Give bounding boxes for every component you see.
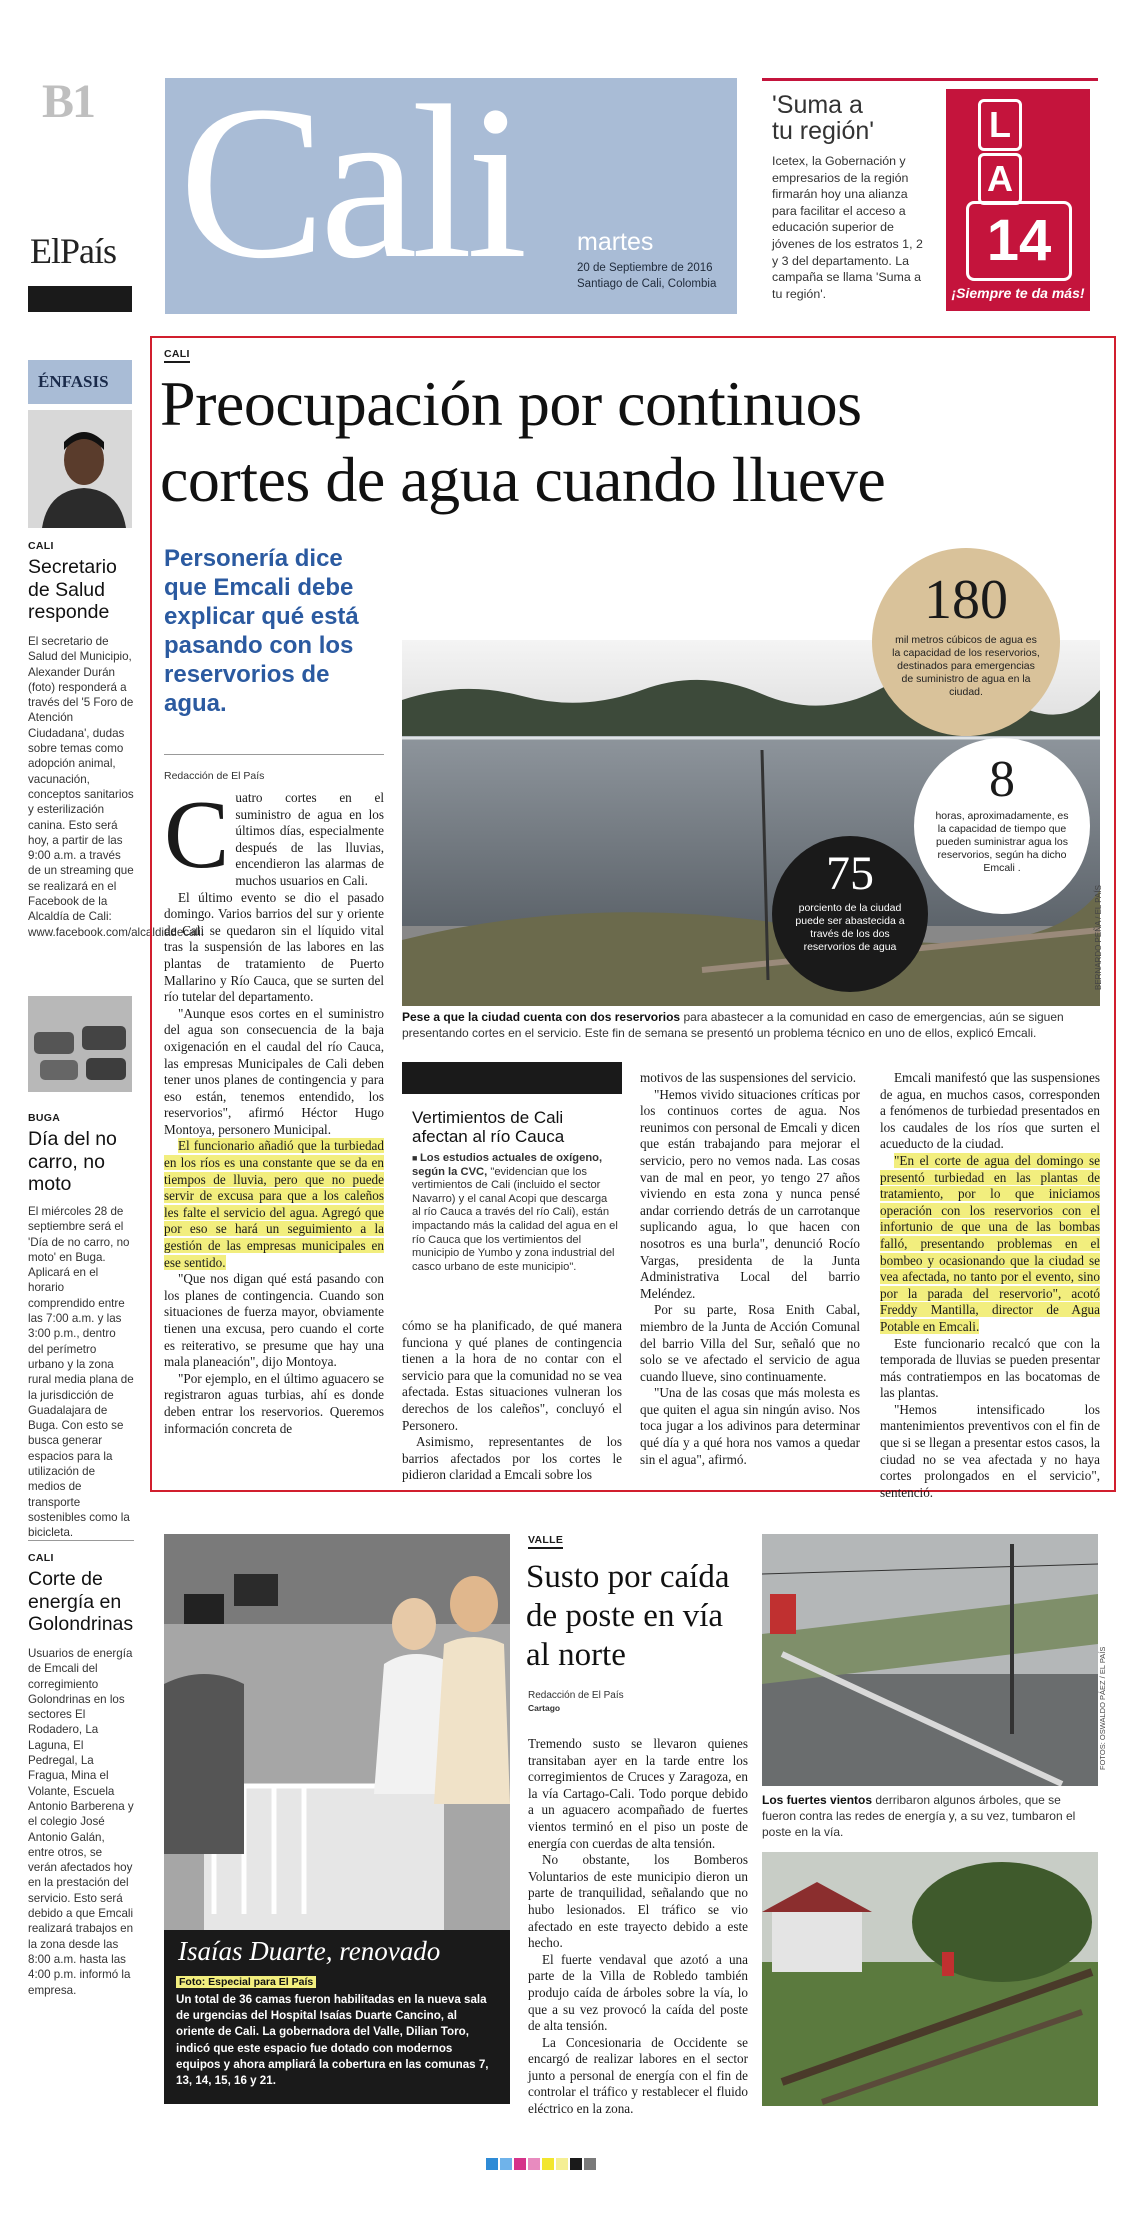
traffic-drawing xyxy=(28,996,132,1092)
main-p4: "Que nos digan qué está pasando con los planes de contingencia. Cuando son situaciones de fuerza mayor, obviamente tienen una excusa, pero cuando el corte es reiterativo, se presume que hay una mala planeación", dijo Montoya. xyxy=(164,1271,384,1370)
sidebar-title-2[interactable]: Día del no carro, no moto xyxy=(28,1128,117,1195)
box-body-rest: "evidencian que los vertimientos de Cali (incluido el sector Navarro) y el canal Acopi que descarga al río Cauca a través del río Cali), están impactando más la calidad del agua en el río Cauca que los vertimientos del municipio de Yumbo y zona industrial del casco urbano de este municipio". xyxy=(412,1165,618,1273)
hospital-drawing xyxy=(164,1534,510,1934)
enfasis-box xyxy=(28,360,132,404)
stat-75-number: 75 xyxy=(826,847,874,900)
main-c4-p3: Por su parte, Rosa Enith Cabal, miembro de la Junta de Acción Comunal del barrio Villa del Sur, señaló que no solo se ve afectado el servicio de agua cuando llueve, sino continuamente. xyxy=(640,1302,860,1384)
caption-bold: Pese a que la ciudad cuenta con dos reservorios xyxy=(402,1010,681,1024)
main-p2: "Aunque esos cortes en el suministro del agua son consecuencia de la baja oxigenación en el caudal del río Cauca, las empresas Municipales de Cali deben tener unos planes de contingencia y para eso están, tenemos entendido, los reservorios", afirmó Héctor Hugo Montoya, personero Municipal. xyxy=(164,1005,384,1137)
stat-180-text: mil metros cúbicos de agua es la capacidad de los reservorios, destinados para emergencias de suministro de agua en la ciudad. xyxy=(892,634,1040,698)
badge-tagline: ¡Siempre te da más! xyxy=(951,285,1085,301)
sidebar-title-3[interactable]: Corte de energía en Golondrinas xyxy=(28,1568,134,1635)
stat-180-number: 180 xyxy=(924,569,1008,631)
sidebar-divider xyxy=(28,1540,134,1541)
photo-credit: BERNARDO PEÑA / EL PAÍS xyxy=(1094,885,1103,990)
stat-8-text: horas, aproximadamente, es la capacidad de tiempo que pueden suministrar agua los reservorios, según ha dicho Emcali . xyxy=(935,810,1069,874)
main-column-5 xyxy=(880,1070,1100,1501)
main-c4-p2: "Hemos vivido situaciones críticas por los continuos cortes de agua. Nos reunimos con personal de Emcali y dicen que están trabajando para mejorar el servicio, pero no vemos nada. Las cosas van de mal en peor, yo tengo 27 años viviendo en esta zona y nunca pensé andar corriendo detrás de un carrotanque suplicando agua, lo que hacen con nosotros es una burla", denunció Rocío Vargas, presidenta de la Junta Administrativa Local del barrio Meléndez. xyxy=(640,1086,860,1301)
section-title: Cali xyxy=(179,60,522,304)
hospital-photo-credit: Foto: Especial para El País xyxy=(176,1976,316,1988)
bottom-kicker: VALLE xyxy=(528,1534,563,1549)
portrait-drawing xyxy=(28,410,132,528)
reg-swatch xyxy=(486,2158,498,2170)
main-column-1 xyxy=(164,781,384,1437)
main-p1: El último evento se dio el pasado domingo. Varios barrios del sur y oriente de Cali se quedaron sin el líquido vital tras la suspensión de las labores en las plantas de tratamiento de Puerto Mallarino y Río Cauca, que se surten del río tutelar del departamento. xyxy=(164,889,384,1005)
sidebar-kicker-1: CALI xyxy=(28,540,54,552)
bottom-byline-1: Redacción de El País xyxy=(528,1690,624,1701)
main-c5-p1: Emcali manifestó que las suspensiones de agua, en muchos casos, corresponden a fenómenos de turbiedad presentados en los caudales de los ríos que surten el acueducto de la ciudad. xyxy=(880,1070,1100,1152)
masthead-place: Santiago de Cali, Colombia xyxy=(577,278,717,290)
bottom-byline-2: Cartago xyxy=(528,1703,561,1713)
reg-swatch xyxy=(528,2158,540,2170)
logo-underbar xyxy=(28,286,132,312)
stat-bubble-75 xyxy=(772,836,928,992)
bottom-column xyxy=(528,1736,748,2118)
pole-credit: FOTOS: OSWALDO PÁEZ / EL PAÍS xyxy=(1098,1646,1107,1770)
sidebar-kicker-2: BUGA xyxy=(28,1112,61,1124)
hospital-photo xyxy=(164,1534,510,1934)
caption-rest: para abastecer a la comunidad en caso de emergencias, aún se siguen presentando cortes en el servicio. Este fin de semana se presentó un problema técnico en uno de ellos, explicó Emcali. xyxy=(402,1010,1064,1040)
badge-letter-a: A xyxy=(978,153,1022,205)
stat-75-text: porciento de la ciudad puede ser abastecida a través de los dos reservorios de agua xyxy=(795,902,905,953)
badge-number: 14 xyxy=(966,201,1072,281)
bottom-p4: La Concesionaria de Occidente se encargó de realizar labores en el sector junto a personal de energía con el fin de controlar el tráfico y restablecer el fluido eléctrico en la zona. xyxy=(528,2034,748,2117)
main-c5-p2-highlight: "En el corte de agua del domingo se presentó turbiedad en las plantas de tratamiento, por lo que iniciamos operación con los reservorios con el infortunio de que una de las bombas falló, presentando problemas en el bombeo y ocasionando que la ciudad se vea afectada, no tanto por el evento, sino por la parada del reservorio", acotó Freddy Mantilla, director de Agua Potable en Emcali. xyxy=(880,1152,1100,1334)
page-code: B1 xyxy=(42,75,95,128)
reg-swatch xyxy=(500,2158,512,2170)
wind-caption-bold: Los fuertes vientos xyxy=(762,1793,873,1807)
fallen-pole-photo xyxy=(762,1534,1098,1786)
drop-cap: C xyxy=(164,781,230,889)
sidebar-body-3: Usuarios de energía de Emcali del corregimiento Golondrinas en los sectores El Rodadero, La Laguna, El Pedregal, La Fragua, Mina el Volante, Escuela Antonio Barberena y el colegio José Antonio Galán, entre otros, se verán afectados hoy en la prestación del servicio. Esto será debido a que Emcali realizará trabajos en la zona desde las 8:00 a.m. hasta las 4:00 p.m. informó la empresa. xyxy=(28,1647,134,1997)
box-body-bold: Los estudios actuales de oxígeno, según la CVC, xyxy=(412,1152,603,1178)
bottom-p3: El fuerte vendaval que azotó a una parte de la Villa de Robledo también produjo caída de árboles sobre la vía, lo que a su vez provocó la caída del poste de alta tensión. xyxy=(528,1951,748,2034)
reg-swatch xyxy=(556,2158,568,2170)
box-topbar xyxy=(402,1062,622,1094)
hospital-photo-title[interactable]: Isaías Duarte, renovado xyxy=(178,1936,441,1966)
main-c5-p4: "Hemos intensificado los mantenimientos preventivos con el fin de que si se llegan a presentar estos casos, la ciudad no se vea afectada y no haya cortes prolongados en el servicio", sentenció. xyxy=(880,1401,1100,1500)
badge-letter-l: L xyxy=(978,99,1022,151)
reg-swatch xyxy=(514,2158,526,2170)
main-column-3 xyxy=(402,1318,622,1484)
wind-caption xyxy=(762,1792,1098,1840)
main-c4-p4: "Una de las cosas que más molesta es que quiten el agua sin ningún aviso. Nos toca jugar a los adivinos para determinar qué día y a qué hora nos vamos a quedar sin el agua", afirmó. xyxy=(640,1385,860,1467)
reg-swatch xyxy=(584,2158,596,2170)
reservoir-caption xyxy=(402,1010,1100,1041)
sidebar-body-1: El secretario de Salud del Municipio, Alexander Durán (foto) responderá a través del '5 Foro de Atención Ciudadana', dudas sobre temas como adopción animal, vacunación, conceptos sanitarios y esterilización canina. Esto será hoy, a partir de las 9:00 a.m. a través de un streaming que se realizará en el Facebook de la Alcaldía de Cali: www.facebook.com/alcaldiadecali. xyxy=(28,635,204,939)
reg-swatch xyxy=(542,2158,554,2170)
promo-body: Icetex, la Gobernación y empresarios de la región firmarán hoy una alianza para facilitar el acceso a educación superior de jóvenes de los estratos 1, 2 y 3 del departamento. La campaña se llama 'Suma a tu región'. xyxy=(772,154,923,301)
hospital-photo-caption: Un total de 36 camas fueron habilitadas en la nueva sala de urgencias del Hospital Isaías Duarte Cancino, al oriente de Cali. La gobernadora del Valle, Dilian Toro, indicó que este espacio fue dotado con modernos equipos y ahora ampliará la cobertura en las comunas 7, 13, 14, 15, 16 y 21. xyxy=(176,1993,489,2088)
trees-drawing xyxy=(762,1852,1098,2106)
promo-title-2: tu región' xyxy=(772,117,875,145)
hospital-caption-box xyxy=(164,1930,510,2104)
main-c5-p3: Este funcionario recalcó que con la temporada de lluvias se pueden presentar más contratiempos en las bocatomas de las plantas. xyxy=(880,1335,1100,1401)
sidebar-traffic-photo xyxy=(28,996,132,1092)
main-headline-1[interactable]: Preocupación por continuos xyxy=(160,368,862,439)
main-c3-p1: cómo se ha planificado, de qué manera funciona y qué planes de contingencia tienen a la hora de no contar con el servicio para que la comunidad no se vea afectada. Estas situaciones vulneran los derechos de los caleños", concluyó el Personero. xyxy=(402,1318,622,1433)
main-c4-p1: motivos de las suspensiones del servicio. xyxy=(640,1070,857,1085)
la14-badge xyxy=(946,89,1090,311)
main-kicker: CALI xyxy=(164,348,190,363)
sidebar-kicker-3: CALI xyxy=(28,1552,54,1564)
bottom-p2: No obstante, los Bomberos Voluntarios de este municipio dieron un parte de tranquilidad, señalando que no hubo lesionados. El tráfico se vio afectado en este trayecto debido a este hecho. xyxy=(528,1852,748,1951)
main-p5: "Por ejemplo, en el último aguacero se registraron aguas turbias, ahí es donde deben entrar los reservorios. Queremos información concreta de xyxy=(164,1370,384,1436)
main-c3-p2: Asimismo, representantes de los barrios afectados por los cortes le pidieron claridad a Emcali sobre los xyxy=(402,1434,622,1483)
sidebar-title-1[interactable]: Secretario de Salud responde xyxy=(28,556,117,623)
main-headline-2[interactable]: cortes de agua cuando llueve xyxy=(160,444,886,515)
stat-bubble-8 xyxy=(914,738,1090,914)
pole-drawing xyxy=(762,1534,1098,1786)
box-body: ■ Los estudios actuales de oxígeno, según la CVC, "evidencian que los vertimientos de Cali (incluido el sector Navarro) y el canal Acopi que descarga al río Cauca a través del río Cali), están impactando más la calidad del agua en el río Cauca que los vertimientos del municipio de Yumbo y zona industrial del casco urbano de este municipio". xyxy=(412,1152,618,1273)
main-column-4 xyxy=(640,1070,860,1468)
masthead-date: 20 de Septiembre de 2016 xyxy=(577,262,713,274)
main-byline: Redacción de El País xyxy=(164,770,265,782)
masthead-day: martes xyxy=(577,228,654,256)
sidebar-body-2: El miércoles 28 de septiembre será el 'Día de no carro, no moto' en Buga. Aplicará en el horario comprendido entre las 7:00 a.m. y las 3:00 p.m., dentro del perímetro urbano y la zona rural media plana de la jurisdicción de Guadalajara de Buga. Con esto se busca generar espacios para la utilización de medios de transporte sostenibles como la bicicleta. xyxy=(28,1205,134,1540)
sidebar-portrait xyxy=(28,410,132,528)
stat-8-number: 8 xyxy=(989,751,1015,808)
main-p3-highlight: El funcionario añadió que la turbiedad en los ríos es una constante que se da en tiempos de lluvia, pero que no puede servir de excusa para que a los caleños les falte el servicio del agua. Agregó que por eso se hará un seguimiento a la gestión de las empresas municipales en ese sentido. xyxy=(164,1138,384,1270)
wind-caption-rest: derribaron algunos árboles, que se fueron contra las redes de energía y, a su vez, tumbaron el poste en la vía. xyxy=(762,1793,1076,1839)
bottom-headline[interactable]: Susto por caída de poste en vía al norte xyxy=(526,1559,730,1673)
stat-bubble-180 xyxy=(872,548,1060,736)
bottom-p1: Tremendo susto se llevaron quienes transitaban ayer en la tarde entre los corregimientos de Cruces y Zaragoza, en la vía Cartago-Cali. Todo porque debido a un aguacero acompañado de fuertes vientos terminó en el piso un poste de energía con cuerdas de alta tensión. xyxy=(528,1736,748,1851)
promo-title-1: 'Suma a xyxy=(772,91,863,119)
masthead-banner xyxy=(165,60,737,314)
deck-rule xyxy=(164,754,384,755)
reg-swatch xyxy=(570,2158,582,2170)
fallen-trees-photo xyxy=(762,1852,1098,2106)
newspaper-logo: ElPaís xyxy=(30,231,117,271)
main-lead: uatro cortes en el suministro de agua en los últimos días, especialmente después de las lluvias, encendieron las alarmas de muchos usuarios en Cali. xyxy=(235,790,384,888)
box-title[interactable]: Vertimientos de Cali afectan al río Cauca xyxy=(412,1108,565,1146)
main-deck: Personería dice que Emcali debe explicar qué está pasando con los reservorios de agua. xyxy=(164,545,359,717)
enfasis-label: ÉNFASIS xyxy=(38,372,109,391)
promo-box[interactable] xyxy=(762,78,1098,314)
